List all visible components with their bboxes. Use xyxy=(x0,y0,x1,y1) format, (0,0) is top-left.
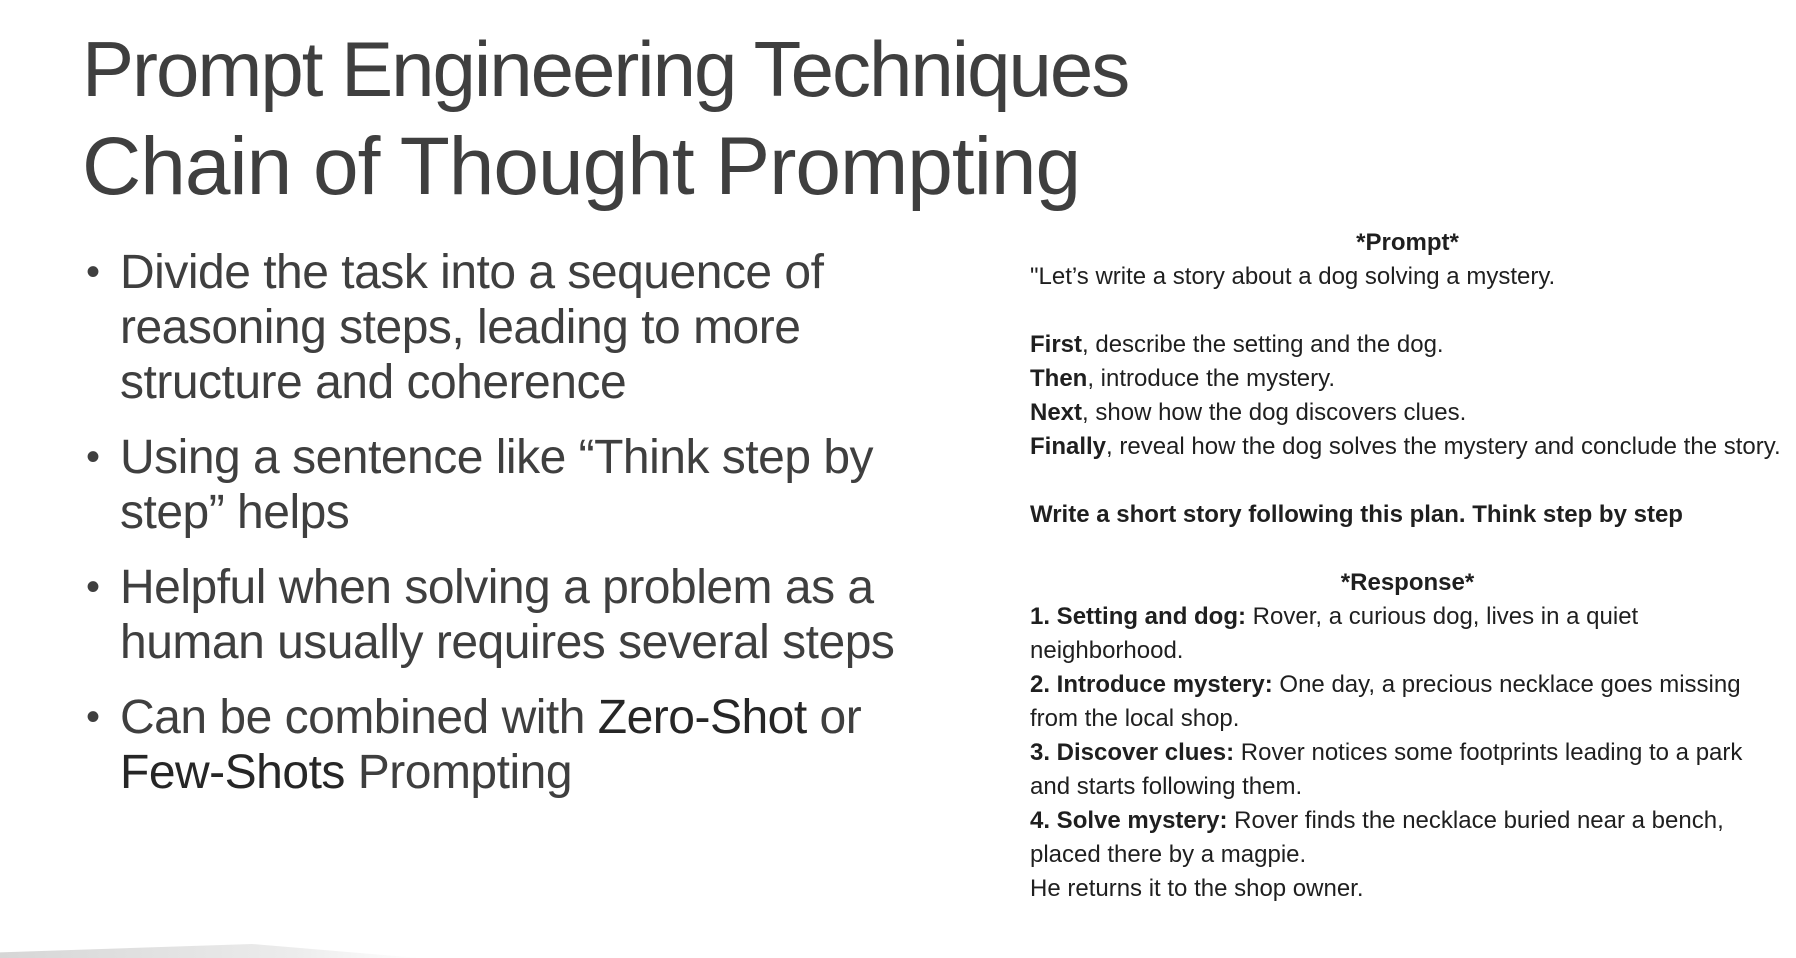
decorative-corner-shape xyxy=(0,944,420,958)
bullet-item xyxy=(82,560,902,670)
prompt-intro: "Let’s write a story about a dog solving a mystery. xyxy=(1030,263,1556,290)
bullet-dot-icon: • xyxy=(86,250,100,294)
example-panel xyxy=(1030,226,1785,906)
prompt-step xyxy=(1030,430,1785,464)
bullet-item xyxy=(82,690,902,800)
step-keyword: Next xyxy=(1030,399,1083,426)
response-label: 2. Introduce mystery: xyxy=(1030,671,1273,698)
zero-shot-term: Zero-Shot xyxy=(597,691,807,744)
bullet-dot-icon: • xyxy=(86,565,100,609)
spacer xyxy=(1030,464,1785,498)
prompt-step xyxy=(1030,328,1785,362)
few-shots-term: Few-Shots xyxy=(120,746,345,799)
bullet-text: Helpful when solving a problem as a human usually requires several steps xyxy=(120,561,895,669)
instruction-text: Write a short story following this plan. Think step by step xyxy=(1030,501,1683,528)
step-keyword: Then xyxy=(1030,365,1088,392)
step-text: , describe the setting and the dog. xyxy=(1082,331,1444,358)
response-closing: He returns it to the shop owner. xyxy=(1030,875,1364,902)
prompt-instruction xyxy=(1030,498,1785,532)
bullet-text-pre: Can be combined with xyxy=(120,691,598,744)
bullet-item xyxy=(82,430,902,540)
bullet-list xyxy=(82,245,902,820)
response-item xyxy=(1030,804,1785,872)
response-label: 1. Setting and dog: xyxy=(1030,603,1246,630)
response-text: Rover, a curious dog, lives in a quiet neighborhood. xyxy=(1030,603,1639,664)
response-heading: *Response* xyxy=(1340,569,1475,596)
bullet-text: Divide the task into a sequence of reasoning steps, leading to more structure and coherence xyxy=(120,246,824,409)
prompt-heading: *Prompt* xyxy=(1356,229,1459,256)
bullet-dot-icon: • xyxy=(86,435,100,479)
response-text: Rover notices some footprints leading to a park and starts following them. xyxy=(1030,739,1743,800)
prompt-step xyxy=(1030,362,1785,396)
response-item xyxy=(1030,668,1785,736)
response-label: 3. Discover clues: xyxy=(1030,739,1235,766)
response-text: One day, a precious necklace goes missing from the local shop. xyxy=(1030,671,1741,732)
title-main: Prompt Engineering Techniques xyxy=(82,25,1129,113)
bullet-text: Using a sentence like “Think step by step” helps xyxy=(120,431,874,539)
spacer xyxy=(1030,294,1785,328)
response-item xyxy=(1030,600,1785,668)
bullet-text-mid: or xyxy=(806,691,862,744)
bullet-item xyxy=(82,245,902,410)
step-keyword: Finally xyxy=(1030,433,1107,460)
bullet-dot-icon: • xyxy=(86,695,100,739)
step-keyword: First xyxy=(1030,331,1083,358)
step-text: , reveal how the dog solves the mystery and conclude the story. xyxy=(1106,433,1781,460)
response-label: 4. Solve mystery: xyxy=(1030,807,1228,834)
step-text: , introduce the mystery. xyxy=(1087,365,1335,392)
bullet-text-post: Prompting xyxy=(344,746,573,799)
step-text: , show how the dog discovers clues. xyxy=(1082,399,1467,426)
prompt-step xyxy=(1030,396,1785,430)
slide-title xyxy=(82,20,1282,216)
title-subtitle: Chain of Thought Prompting xyxy=(82,121,1081,212)
response-text: Rover finds the necklace buried near a bench, placed there by a magpie. xyxy=(1030,807,1724,868)
response-item xyxy=(1030,736,1785,804)
spacer xyxy=(1030,532,1785,566)
